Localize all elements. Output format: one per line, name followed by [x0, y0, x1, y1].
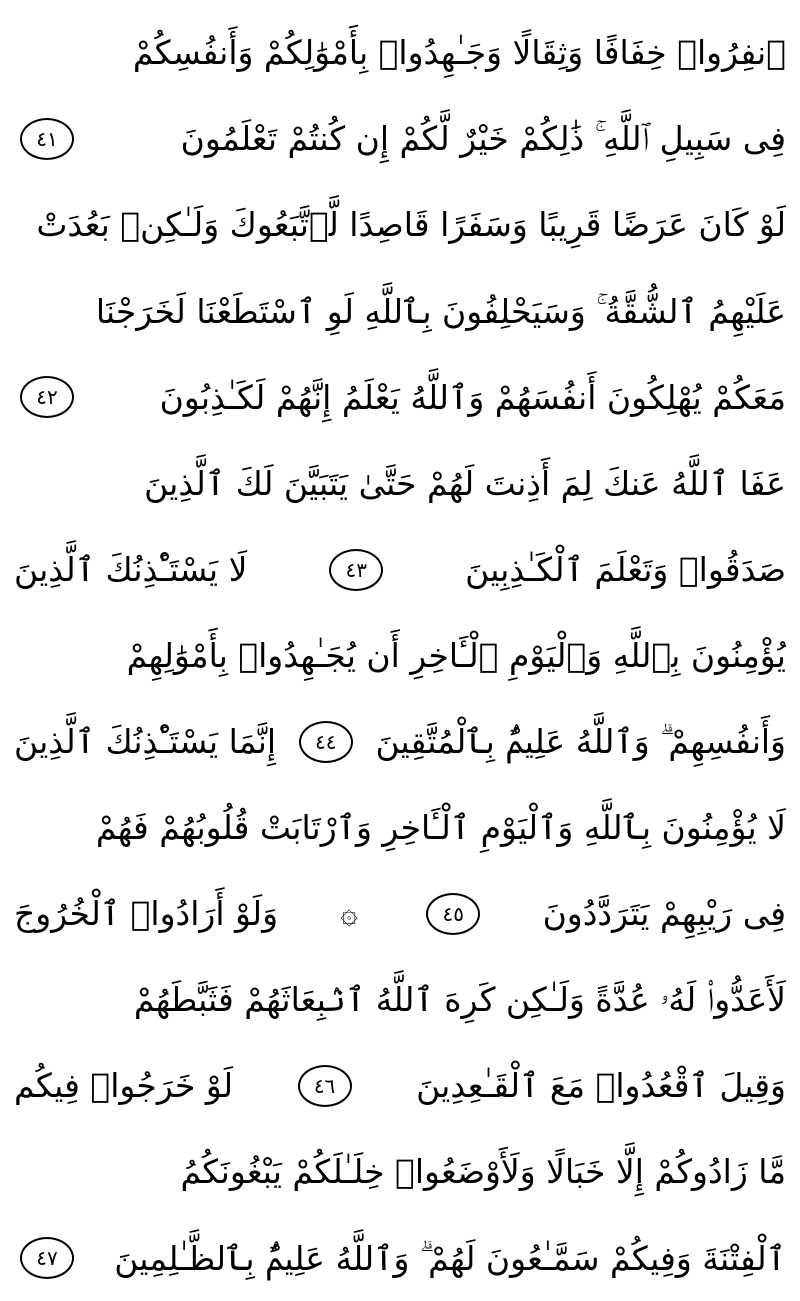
text-line — [14, 957, 786, 1043]
text-line — [14, 785, 786, 871]
verse-text: لَوْ خَرَجُوا۟ فِيكُم — [14, 1066, 234, 1106]
text-line — [14, 96, 786, 182]
text-line — [14, 440, 786, 526]
verse-text: لَا يَسْتَـْٔذِنُكَ ٱلَّذِينَ — [14, 549, 248, 589]
text-line — [14, 871, 786, 957]
text-line — [14, 182, 786, 268]
text-line — [14, 699, 786, 785]
verse-number-marker: ٤٦ — [298, 1065, 352, 1107]
verse-text: صَدَقُوا۟ وَتَعْلَمَ ٱلْكَـٰذِبِينَ — [465, 549, 786, 589]
verse-text: لَا يُؤْمِنُونَ بِٱللَّهِ وَٱلْيَوْمِ ٱلْـَٔاخِرِ وَٱرْتَابَتْ قُلُوبُهُمْ فَهُمْ — [95, 808, 786, 848]
verse-text: وَقِيلَ ٱقْعُدُوا۟ مَعَ ٱلْقَـٰعِدِينَ — [416, 1066, 786, 1106]
verse-text: مَّا زَادُوكُمْ إِلَّا خَبَالًا وَلَأَوْضَعُوا۟ خِلَـٰلَكُمْ يَبْغُونَكُمُ — [180, 1152, 786, 1192]
verse-text: لَأَعَدُّوا۟ لَهُۥ عُدَّةً وَلَـٰكِن كَرِهَ ٱللَّهُ ٱنۢبِعَاثَهُمْ فَثَبَّطَهُمْ — [133, 980, 786, 1020]
verse-text: عَفَا ٱللَّهُ عَنكَ لِمَ أَذِنتَ لَهُمْ حَتَّىٰ يَتَبَيَّنَ لَكَ ٱلَّذِينَ — [144, 463, 786, 503]
verse-number-marker: ٤٤ — [299, 721, 353, 763]
verse-text: لَوْ كَانَ عَرَضًا قَرِيبًا وَسَفَرًا قَاصِدًا لَّٱتَّبَعُوكَ وَلَـٰكِنۢ بَعُدَتْ — [36, 205, 786, 245]
verse-number-marker: ٤٣ — [329, 549, 383, 591]
verse-text: وَأَنفُسِهِمْ ۗ وَٱللَّهُ عَلِيمٌۢ بِٱلْمُتَّقِينَ — [375, 722, 786, 761]
verse-text: مَعَكُمْ يُهْلِكُونَ أَنفُسَهُمْ وَٱللَّهُ يَعْلَمُ إِنَّهُمْ لَكَـٰذِبُونَ — [159, 377, 786, 417]
verse-text: فِى رَيْبِهِمْ يَتَرَدَّدُونَ — [542, 894, 786, 934]
hizb-star-icon: ۞ — [340, 895, 358, 931]
verse-text: إِنَّمَا يَسْتَـْٔذِنُكَ ٱلَّذِينَ — [14, 722, 277, 761]
verse-text: فِى سَبِيلِ ٱللَّهِ ۚ ذَٰلِكُمْ خَيْرٌ لَّكُمْ إِن كُنتُمْ تَعْلَمُونَ — [180, 119, 786, 159]
text-line — [14, 354, 786, 440]
text-line — [14, 10, 786, 96]
text-line — [14, 1129, 786, 1215]
text-line — [14, 268, 786, 354]
verse-text: وَلَوْ أَرَادُوا۟ ٱلْخُرُوجَ — [14, 894, 279, 934]
verse-number-marker: ٤٥ — [426, 893, 480, 935]
text-line — [14, 1043, 786, 1129]
verse-text: يُؤْمِنُونَ بِٱللَّهِ وَٱلْيَوْمِ ٱلْـَٔاخِرِ أَن يُجَـٰهِدُوا۟ بِأَمْوَٰلِهِمْ — [126, 635, 786, 675]
text-line — [14, 613, 786, 699]
text-line — [14, 527, 786, 613]
verse-text: عَلَيْهِمُ ٱلشُّقَّةُ ۚ وَسَيَحْلِفُونَ بِٱللَّهِ لَوِ ٱسْتَطَعْنَا لَخَرَجْنَا — [95, 291, 786, 331]
verse-number-marker: ٤٧ — [20, 1237, 74, 1279]
verse-text: ٱلْفِتْنَةَ وَفِيكُمْ سَمَّـٰعُونَ لَهُمْ ۗ وَٱللَّهُ عَلِيمٌۢ بِٱلظَّـٰلِمِينَ — [114, 1238, 786, 1278]
verse-text: ٱنفِرُوا۟ خِفَافًا وَثِقَالًا وَجَـٰهِدُوا۟ بِأَمْوَٰلِكُمْ وَأَنفُسِكُمْ — [132, 33, 786, 73]
verse-number-marker: ٤١ — [20, 118, 74, 160]
verse-number-marker: ٤٢ — [20, 376, 74, 418]
text-line — [14, 1215, 786, 1301]
